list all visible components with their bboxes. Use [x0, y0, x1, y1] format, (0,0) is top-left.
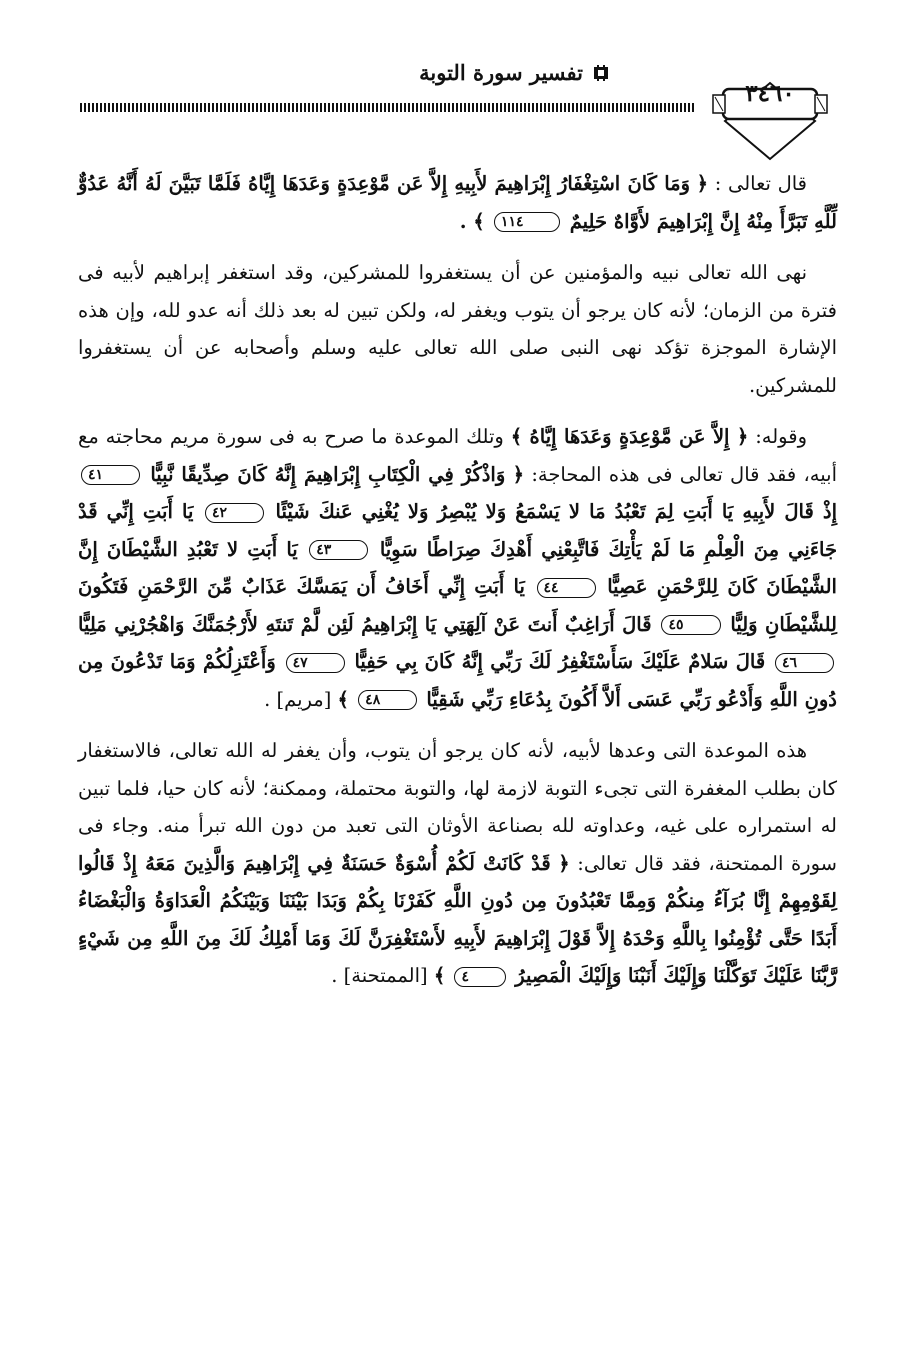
quran-verse: يَا أَبَتِ إِنِّي قَدْ جَاءَنِي مِنَ الْعِلْمِ مَا لَمْ يَأْتِكَ فَاتَّبِعْنِي أَهْدِكَ صِرَاطًا سَوِيًّا: [78, 500, 837, 561]
paragraph: نهى الله تعالى نبيه والمؤمنين عن أن يستغفروا للمشركين، وقد استغفر إبراهيم لأبيه فى فترة من الزمان؛ لأنه كان يرجو أن يتوب ويغفر له، ولكن تبين له بعد ذلك أنه عدو لله، وإن هذه الإشارة الموجزة تؤكد نهى النبى صلى الله تعالى عليه وسلم وأصحابه عن أن يستغفروا للمشركين.: [78, 261, 837, 397]
quran-close-brace: ﴾: [337, 687, 349, 711]
quran-verse: وَاذْكُرْ فِي الْكِتَابِ إِبْرَاهِيمَ إِنَّهُ كَانَ صِدِّيقًا نَّبِيًّا: [150, 462, 506, 486]
ayah-number: ٤٣: [309, 540, 368, 560]
ayah-number: ١١٤: [494, 212, 561, 232]
intro-text: وقوله:: [755, 425, 807, 448]
page-header: [80, 58, 845, 158]
ayah-number: ٤٨: [358, 690, 417, 710]
sura-reference: [مريم] .: [264, 687, 332, 711]
quran-verse: وَأَعْتَزِلُكُمْ وَمَا تَدْعُونَ مِن دُونِ اللَّهِ وَأَدْعُو رَبِّي عَسَى أَلاَّ أَكُونَ بِدُعَاءِ رَبِّي شَقِيًّا: [78, 650, 837, 711]
quran-open-brace: ﴿: [558, 851, 570, 875]
ayah-number: ٤٢: [205, 503, 264, 523]
ayah-number: ٤١: [81, 465, 140, 485]
header-rule: [80, 103, 695, 112]
commentary-text: هذه الموعدة التى وعدها لأبيه، لأنه كان يرجو أن يتوب، وأن يغفر له الله تعالى، فالاستغفار كان بطلب المغفرة التى تجىء التوبة لازمة لها، والتوبة محتملة، وممكنة؛ لأنه كان حيا، فلما تبين له استمراره على غيه، وعداوته لله بصناعة الأوثان التى تعبد من دون الله تبرأ منه. وجاء فى سورة الممتحنة، فقد قال تعالى:: [78, 739, 837, 875]
ornament-icon: [592, 64, 610, 82]
quran-verse: قَدْ كَانَتْ لَكُمْ أُسْوَةٌ حَسَنَةٌ فِي إِبْرَاهِيمَ وَالَّذِينَ مَعَهُ إِذْ قَالُوا لِقَوْمِهِمْ إِنَّا بُرَآءُ مِنكُمْ وَمِمَّا تَعْبُدُونَ مِن دُونِ اللَّهِ كَفَرْنَا بِكُمْ وَبَدَا بَيْنَنَا وَبَيْنَكُمُ الْعَدَاوَةُ وَالْبَغْضَاءُ أَبَدًا حَتَّى تُؤْمِنُوا بِاللَّهِ وَحْدَهُ إِلاَّ قَوْلَ إِبْرَاهِيمَ لأَبِيهِ لأَسْتَغْفِرَنَّ لَكَ وَمَا أَمْلِكُ لَكَ مِنَ اللَّهِ مِن شَيْءٍ رَّبَّنَا عَلَيْكَ تَوَكَّلْنَا وَإِلَيْكَ أَنَبْنَا وَإِلَيْكَ الْمَصِيرُ: [78, 851, 837, 987]
quran-close-brace: ﴾ .: [459, 209, 485, 233]
paragraph: [78, 165, 837, 240]
ayah-number: ٤٧: [286, 653, 345, 673]
ayah-number: ٤٥: [661, 615, 720, 635]
paragraph: [78, 418, 837, 718]
page-body: [78, 165, 837, 1009]
ayah-number: ٤٤: [537, 578, 596, 598]
quran-quote: ﴿ إِلاَّ عَن مَّوْعِدَةٍ وَعَدَهَا إِيَّاهُ ﴾: [510, 425, 749, 448]
quran-verse: قَالَ أَرَاغِبٌ أَنتَ عَنْ آلِهَتِي يَا إِبْرَاهِيمُ لَئِن لَّمْ تَنتَهِ لأَرْجُمَنَّكَ وَاهْجُرْنِي مَلِيًّا: [78, 612, 652, 636]
quran-verse: يَا أَبَتِ إِنِّي أَخَافُ أَن يَمَسَّكَ عَذَابٌ مِّنَ الرَّحْمَنِ فَتَكُونَ لِلشَّيْطَانِ وَلِيًّا: [78, 575, 837, 636]
quran-open-brace: ﴿: [512, 462, 524, 486]
commentary-text: وتلك الموعدة ما صرح به فى سورة مريم محاجته مع أبيه، فقد قال تعالى فى هذه المحاجة:: [78, 425, 837, 486]
quran-close-brace: ﴾: [433, 964, 446, 987]
intro-text: قال تعالى :: [714, 172, 807, 195]
page-number: ٣٤٦٠: [745, 80, 795, 107]
ayah-number: ٤: [454, 967, 506, 987]
quran-verse: إِذْ قَالَ لأَبِيهِ يَا أَبَتِ لِمَ تَعْبُدُ مَا لا يَسْمَعُ وَلا يُبْصِرُ وَلا يُغْنِي عَنكَ شَيْئًا: [275, 500, 838, 523]
quran-open-brace: ﴿: [696, 172, 709, 195]
sura-reference: [الممتحنة] .: [331, 964, 428, 987]
quran-verse: قَالَ سَلامٌ عَلَيْكَ سَأَسْتَغْفِرُ لَكَ رَبِّي إِنَّهُ كَانَ بِي حَفِيًّا: [354, 650, 766, 673]
paragraph: [78, 732, 837, 995]
ayah-number: ٤٦: [775, 653, 834, 673]
quran-verse: يَا أَبَتِ لا تَعْبُدِ الشَّيْطَانَ إِنَّ الشَّيْطَانَ كَانَ لِلرَّحْمَنِ عَصِيًّا: [78, 537, 837, 598]
running-title: تفسير سورة التوبة: [419, 60, 583, 85]
quran-verse: وَمَا كَانَ اسْتِغْفَارُ إِبْرَاهِيمَ لأَبِيهِ إِلاَّ عَن مَّوْعِدَةٍ وَعَدَهَا إِيَّاهُ فَلَمَّا تَبَيَّنَ لَهُ أَنَّهُ عَدُوٌّ لِّلَّهِ تَبَرَّأَ مِنْهُ إِنَّ إِبْرَاهِيمَ لأَوَّاهٌ حَلِيمٌ: [78, 172, 837, 233]
